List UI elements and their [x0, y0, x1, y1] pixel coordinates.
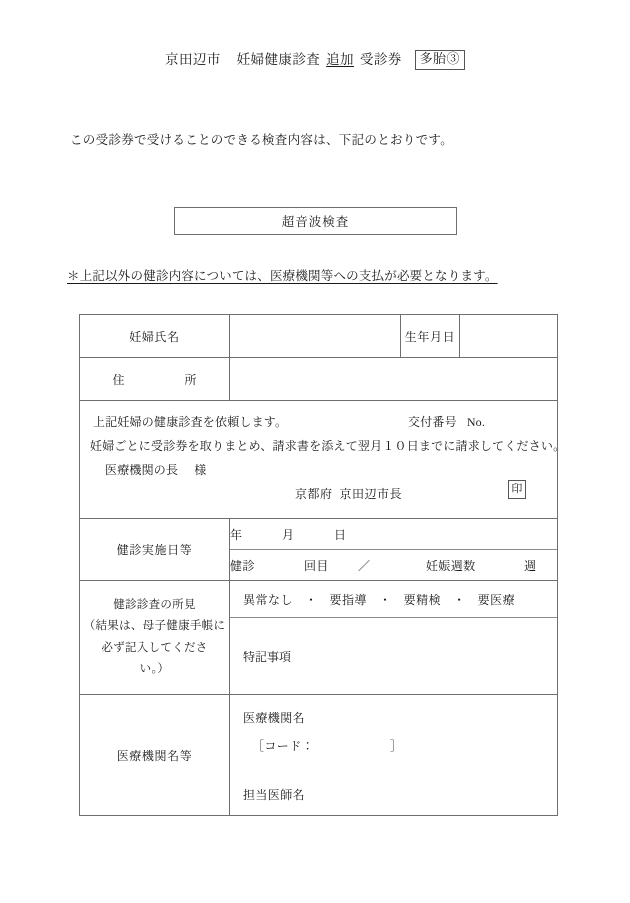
pregnant-name-label: 妊婦氏名 [80, 315, 230, 358]
checkup-count-label: 回目 [304, 558, 329, 573]
institution-name-label[interactable]: 医療機関名 [243, 711, 306, 725]
title-additional: 追加 [326, 52, 354, 67]
option-separator: ・ [453, 592, 466, 607]
exam-content-label: 超音波検査 [281, 215, 350, 229]
exam-count-row[interactable] [230, 550, 557, 581]
month-label: 月 [282, 527, 295, 542]
findings-label-line-4: い。） [139, 662, 170, 675]
findings-option-detailed-exam[interactable]: 要精検 [403, 592, 442, 607]
title-city: 京田辺市 [165, 52, 221, 67]
findings-label [80, 581, 230, 695]
week-unit-label: 週 [524, 558, 537, 573]
address-label [80, 358, 230, 401]
remarks-label: 特記事項 [243, 649, 292, 664]
page-title [0, 48, 630, 70]
exam-date-cell [230, 519, 558, 581]
pregnant-name-field[interactable] [230, 315, 401, 358]
institution-code-open: ［コード： [252, 739, 315, 753]
intro-text: この受診券で受けることのできる検査内容は、下記のとおりです。 [70, 133, 454, 147]
issue-number [408, 413, 485, 430]
institution-code-close: ］ [390, 739, 403, 753]
table-row [80, 519, 558, 581]
honorific-label: 様 [194, 463, 207, 477]
title-main: 妊婦健康診査 [236, 52, 321, 67]
request-line-1: 上記妊婦の健康診査を依頼します。 [93, 415, 288, 429]
institution-head-label: 医療機関の長 [105, 463, 179, 477]
gestation-week-label: 妊娠週数 [426, 558, 476, 573]
findings-options [230, 581, 557, 618]
payment-note: ＊上記以外の健診内容については、医療機関等への支払が必要となります。 [67, 269, 498, 283]
findings-label-line-1: 健診診査の所見 [113, 598, 196, 611]
checkup-label: 健診 [230, 558, 255, 573]
seal-stamp-icon: 印 [508, 480, 526, 499]
institution-cell [230, 695, 558, 816]
mayor-signature [295, 485, 402, 502]
findings-label-line-3: 必ず記入してくださ [101, 641, 208, 654]
request-line-3 [105, 461, 206, 478]
address-field[interactable] [230, 358, 558, 401]
table-row [80, 401, 558, 519]
table-row [80, 315, 558, 358]
doctor-name-label[interactable]: 担当医師名 [243, 788, 306, 802]
request-block-cell [80, 401, 566, 519]
year-label: 年 [230, 527, 243, 542]
prefecture-label: 京都府 [295, 487, 333, 501]
findings-option-treatment[interactable]: 要医療 [477, 592, 516, 607]
birthdate-label: 生年月日 [401, 315, 460, 358]
table-row [80, 358, 558, 401]
request-line-2: 妊婦ごとに受診券を取りまとめ、請求書を添えて翌月１０日までに請求してください。 [90, 439, 566, 453]
table-row [80, 581, 558, 695]
day-label: 日 [334, 527, 347, 542]
mayor-label: 京田辺市長 [339, 487, 403, 501]
findings-label-line-2: （結果は、母子健康手帳に [83, 620, 226, 633]
address-label-text: 住 所 [112, 372, 209, 387]
exam-date-label: 健診実施日等 [80, 519, 230, 581]
findings-option-guidance[interactable]: 要指導 [329, 592, 368, 607]
issue-number-label: 交付番号 [408, 415, 457, 429]
table-row [80, 695, 558, 816]
exam-content-box [174, 207, 457, 235]
birthdate-field[interactable] [460, 315, 558, 358]
remarks-field[interactable] [230, 618, 557, 695]
status-badge: 多胎③ [415, 50, 465, 70]
option-separator: ・ [305, 592, 318, 607]
title-ticket: 受診券 [359, 52, 402, 67]
exam-date-ymd-row[interactable] [230, 519, 557, 550]
slash-separator: ／ [358, 558, 371, 573]
institution-code-field[interactable] [252, 737, 402, 754]
findings-option-normal[interactable]: 異常なし [243, 592, 294, 607]
option-separator: ・ [379, 592, 392, 607]
issue-number-value: No. [466, 415, 486, 429]
consultation-form-table [79, 314, 566, 816]
findings-cell [230, 581, 558, 695]
institution-label: 医療機関名等 [80, 695, 230, 816]
